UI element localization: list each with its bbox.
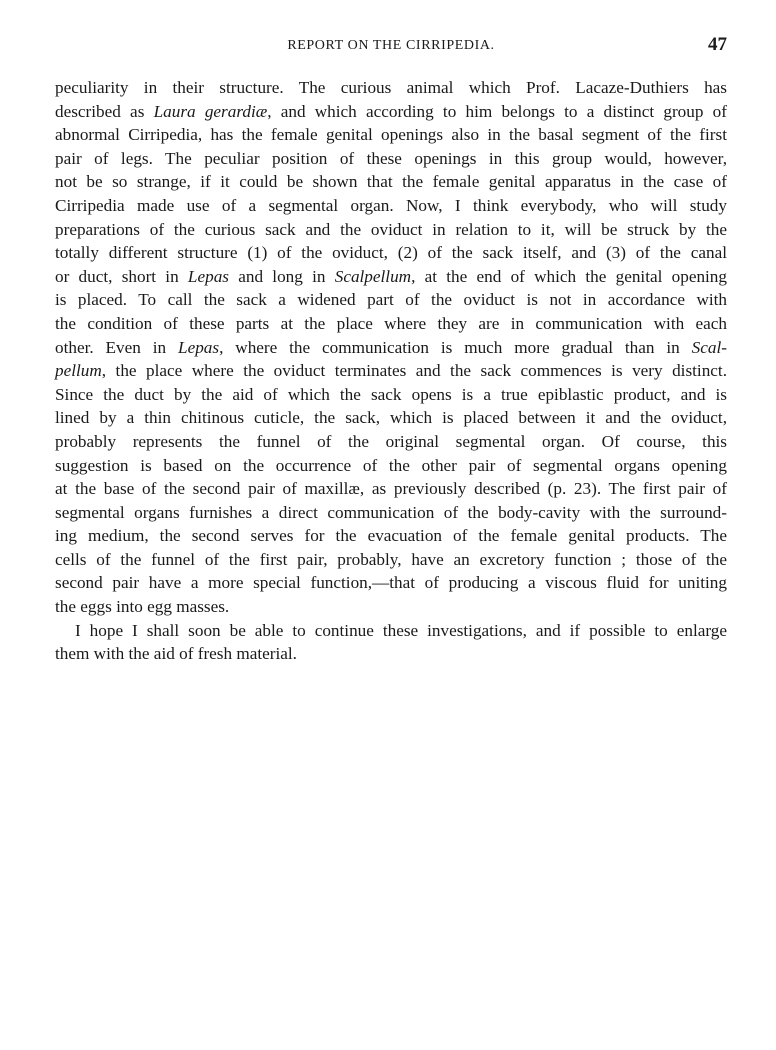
text-span: preparations of the curious sack and the oviduct in relation to it, will be struck by the xyxy=(55,219,727,239)
text-line xyxy=(55,359,727,383)
text-line xyxy=(55,430,727,454)
text-span: not be so strange, if it could be shown that the female genital apparatus in the case of xyxy=(55,172,727,192)
text-line xyxy=(55,170,727,194)
text-line xyxy=(55,524,727,548)
italic-text: Laura gerardiæ xyxy=(153,101,268,121)
text-line xyxy=(55,218,727,242)
text-line xyxy=(55,501,727,525)
text-line xyxy=(55,336,727,360)
text-line xyxy=(55,312,727,336)
page-number: 47 xyxy=(708,34,727,55)
text-span: the eggs into egg masses. xyxy=(55,597,230,617)
text-span: lined by a thin chitinous cuticle, the sack, which is placed between it and the oviduct, xyxy=(55,408,727,428)
text-line xyxy=(55,406,727,430)
text-line xyxy=(55,147,727,171)
italic-text: Scalpellum xyxy=(334,266,412,286)
italic-text: Lepas xyxy=(178,337,220,357)
text-span: other. Even in xyxy=(55,337,179,357)
text-span: the condition of these parts at the place where they are in communication with each xyxy=(55,313,727,333)
text-span: suggestion is based on the occurrence of the other pair of segmental organs opening xyxy=(55,455,727,475)
italic-text: Scal- xyxy=(691,337,727,357)
text-line xyxy=(55,454,727,478)
text-line xyxy=(55,265,727,289)
text-span: them with the aid of fresh material. xyxy=(55,644,297,664)
text-line xyxy=(55,571,727,595)
text-span: , and which according to him belongs to a distinct group of xyxy=(267,101,727,121)
text-span: segmental organs furnishes a direct communication of the body-cavity with the surround- xyxy=(55,502,727,522)
body-text xyxy=(55,76,727,666)
text-span: , at the end of which the genital opening xyxy=(411,266,727,286)
text-span: , where the communication is much more gradual than in xyxy=(219,337,692,357)
text-span: ing medium, the second serves for the evacuation of the female genital products. The xyxy=(55,526,727,546)
text-span: Cirripedia made use of a segmental organ. Now, I think everybody, who will study xyxy=(55,195,727,215)
text-span: second pair have a more special function,—that of producing a viscous fluid for uniting xyxy=(55,573,727,593)
text-span: is placed. To call the sack a widened part of the oviduct is not in accordance with xyxy=(55,290,727,310)
page-header xyxy=(55,34,727,58)
text-line xyxy=(55,595,727,619)
italic-text: pellum xyxy=(55,361,102,381)
text-line xyxy=(55,123,727,147)
italic-text: Lepas xyxy=(187,266,229,286)
text-span: abnormal Cirripedia, has the female genital openings also in the basal segment of the first xyxy=(55,125,727,145)
text-span: peculiarity in their structure. The curious animal which Prof. Lacaze-Duthiers has xyxy=(55,78,727,97)
text-span: Since the duct by the aid of which the sack opens is a true epiblastic product, and is xyxy=(55,384,727,404)
text-line xyxy=(55,194,727,218)
text-line xyxy=(55,288,727,312)
text-span: pair of legs. The peculiar position of these openings in this group would, however, xyxy=(55,148,727,168)
text-span: I hope I shall soon be able to continue these investigations, and if possible to enlarge xyxy=(75,620,727,640)
running-title: REPORT ON THE CIRRIPEDIA. xyxy=(287,38,495,53)
text-span: cells of the funnel of the first pair, probably, have an excretory function ; those of the xyxy=(55,549,727,569)
text-line xyxy=(55,76,727,100)
text-line xyxy=(55,642,727,666)
text-line xyxy=(55,619,727,643)
paragraph xyxy=(55,619,727,666)
text-line xyxy=(55,383,727,407)
text-span: and long in xyxy=(229,266,335,286)
text-span: described as xyxy=(55,101,154,121)
text-line xyxy=(55,548,727,572)
text-span: probably represents the funnel of the original segmental organ. Of course, this xyxy=(55,431,727,451)
text-span: , the place where the oviduct terminates and the sack commences is very distinct. xyxy=(101,361,727,381)
text-line xyxy=(55,100,727,124)
text-span: or duct, short in xyxy=(55,266,188,286)
text-line xyxy=(55,241,727,265)
text-span: totally different structure (1) of the oviduct, (2) of the sack itself, and (3) of the canal xyxy=(55,243,727,263)
text-line xyxy=(55,477,727,501)
paragraph xyxy=(55,76,727,619)
text-span: at the base of the second pair of maxillæ, as previously described (p. 23). The first pair of xyxy=(55,479,727,499)
